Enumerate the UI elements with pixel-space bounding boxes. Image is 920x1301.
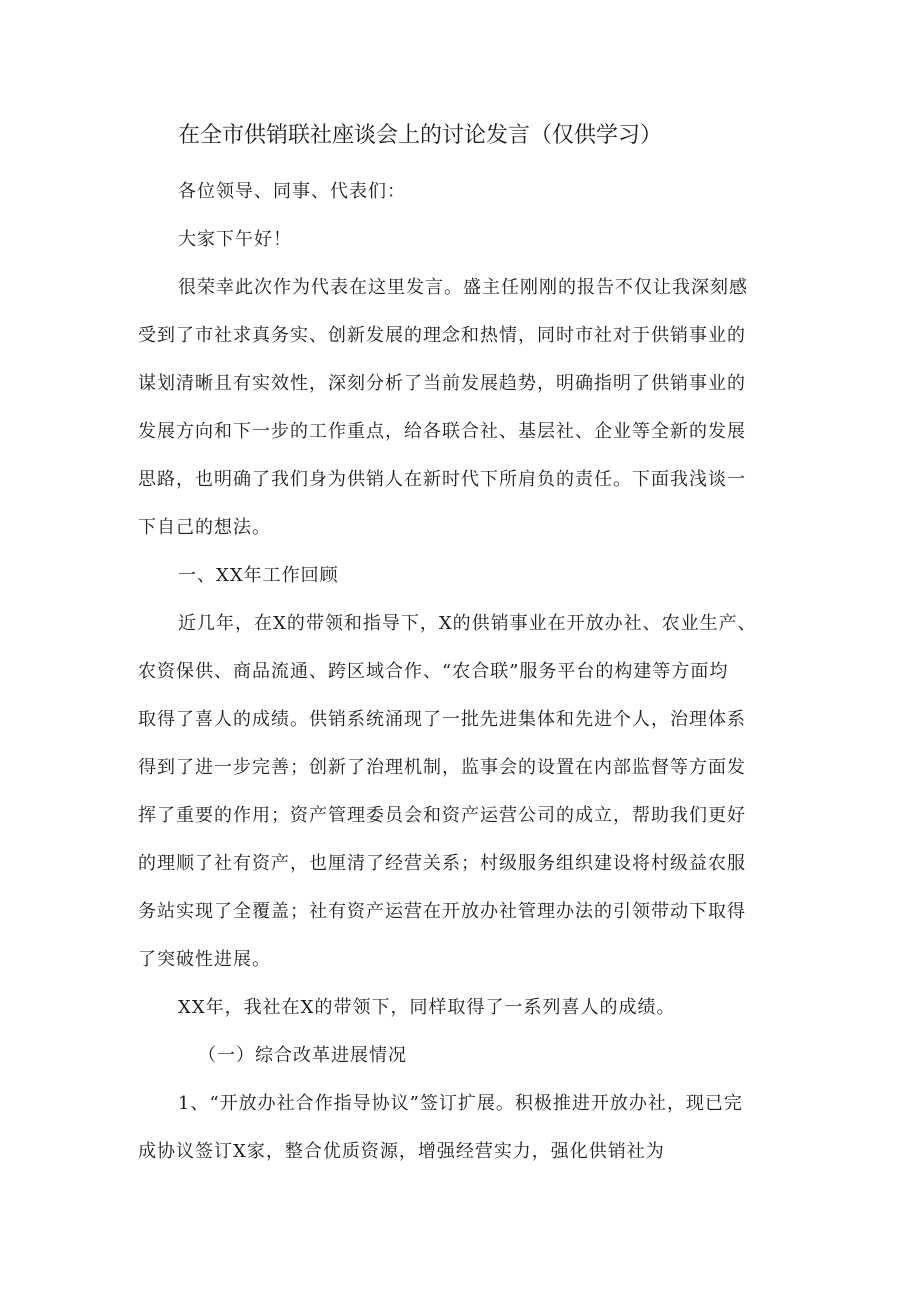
section-heading: 一、XX年工作回顾: [178, 565, 339, 586]
paragraph-line: 得到了进一步完善；创新了治理机制，监事会的设置在内部监督等方面发: [138, 757, 746, 778]
paragraph-line: 下自己的想法。: [138, 517, 271, 538]
subsection-heading: （一）综合改革进展情况: [198, 1045, 407, 1066]
document-title: 在全市供销联社座谈会上的讨论发言（仅供学习）: [178, 123, 663, 148]
paragraph-line: 思路，也明确了我们身为供销人在新时代下所肩负的责任。下面我浅谈一: [138, 469, 746, 490]
paragraph-line: 很荣幸此次作为代表在这里发言。盛主任刚刚的报告不仅让我深刻感: [178, 277, 748, 298]
greeting-line: 各位领导、同事、代表们：: [178, 181, 406, 202]
paragraph-line: 了突破性进展。: [138, 949, 271, 970]
paragraph-line: 成协议签订X家，整合优质资源，增强经营实力，强化供销社为: [138, 1141, 665, 1162]
paragraph-line: 取得了喜人的成绩。供销系统涌现了一批先进集体和先进个人，治理体系: [138, 709, 746, 730]
greeting-line: 大家下午好！: [178, 229, 292, 250]
paragraph-line: 务站实现了全覆盖；社有资产运营在开放办社管理办法的引领带动下取得: [138, 901, 746, 922]
paragraph-line: 挥了重要的作用；资产管理委员会和资产运营公司的成立，帮助我们更好: [138, 805, 746, 826]
paragraph-line: 1、“开放办社合作指导协议”签订扩展。积极推进开放办社，现已完: [178, 1093, 743, 1114]
document-body: [138, 168, 798, 1176]
paragraph-line: 受到了市社求真务实、创新发展的理念和热情，同时市社对于供销事业的: [138, 325, 746, 346]
paragraph-line: 农资保供、商品流通、跨区域合作、“农合联”服务平台的构建等方面均: [138, 661, 729, 682]
paragraph-line: 的理顺了社有资产，也厘清了经营关系；村级服务组织建设将村级益农服: [138, 853, 746, 874]
paragraph-line: 近几年，在X的带领和指导下，X的供销事业在开放办社、农业生产、: [178, 613, 757, 634]
paragraph-line: 谋划清晰且有实效性，深刻分析了当前发展趋势，明确指明了供销事业的: [138, 373, 746, 394]
paragraph-line: XX年，我社在X的带领下，同样取得了一系列喜人的成绩。: [178, 997, 676, 1018]
paragraph-line: 发展方向和下一步的工作重点，给各联合社、基层社、企业等全新的发展: [138, 421, 746, 442]
